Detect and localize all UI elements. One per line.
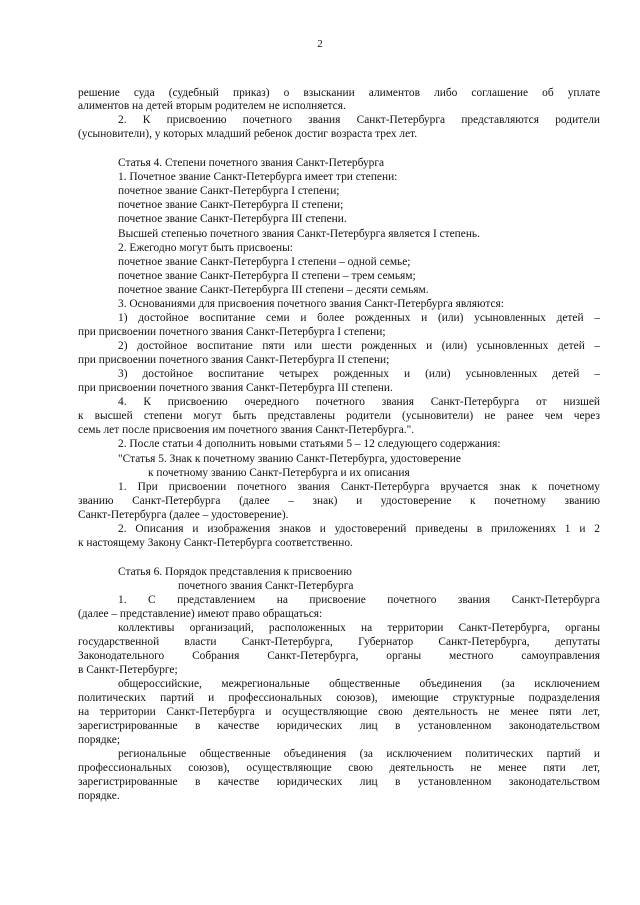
text-line: 1. С представлением на присвоение почетного звания Санкт-Петербурга (118, 594, 600, 606)
text-line: решение суда (судебный приказ) о взыскании алиментов либо соглашение об уплате (78, 87, 600, 99)
text-line: общероссийские, межрегиональные общественные объединения (за исключением (118, 678, 600, 690)
text-line: к почетному званию Санкт-Петербурга и их описания (148, 467, 410, 479)
text-line: коллективы организаций, расположенных на территории Санкт-Петербурга, органы (118, 622, 600, 634)
text-line: почетное звание Санкт-Петербурга I степени – одной семье; (118, 256, 411, 268)
text-line: Высшей степенью почетного звания Санкт-Петербурга является I степень. (118, 228, 480, 240)
text-line: при присвоении почетного звания Санкт-Петербурга III степени. (78, 382, 393, 394)
text-line: Статья 4. Степени почетного звания Санкт-Петербурга (118, 157, 385, 169)
text-line: (далее – представление) имеют право обращаться: (78, 608, 323, 620)
text-line: почетное звание Санкт-Петербурга III степени. (118, 213, 347, 225)
text-line: региональные общественные объединения (за исключением политических партий и (118, 748, 600, 760)
text-line: почетного звания Санкт-Петербурга (178, 580, 354, 592)
text-line: 4. К присвоению очередного почетного звания Санкт-Петербурга от низшей (118, 396, 600, 408)
text-line: Статья 6. Порядок представления к присвоению (118, 566, 352, 578)
text-line: при присвоении почетного звания Санкт-Петербурга I степени; (78, 326, 386, 338)
text-line: к высшей степени могут быть представлены родители (усыновители) не ранее чем через (78, 410, 600, 422)
text-line: почетное звание Санкт-Петербурга I степени; (118, 185, 340, 197)
text-line: в Санкт-Петербурге; (78, 664, 178, 676)
text-line: порядке; (78, 734, 120, 746)
text-line: 1. При присвоении почетного звания Санкт-Петербурга вручается знак к почетному (118, 481, 600, 493)
text-line: 2. Описания и изображения знаков и удостоверений приведены в приложениях 1 и 2 (118, 523, 600, 535)
text-line: порядке. (78, 790, 120, 802)
text-line: (усыновители), у которых младший ребенок достиг возраста трех лет. (78, 128, 418, 140)
text-line: государственной власти Санкт-Петербурга, Губернатор Санкт-Петербурга, депутаты (78, 636, 600, 648)
text-line: почетное звание Санкт-Петербурга III степени – десяти семьям. (118, 284, 429, 296)
text-line: 2. Ежегодно могут быть присвоены: (118, 242, 293, 254)
text-line: 1) достойное воспитание семи и более рожденных и (или) усыновленных детей – (118, 312, 600, 324)
text-line: почетное звание Санкт-Петербурга II степени; (118, 199, 344, 211)
text-line: семь лет после присвоения им почетного звания Санкт-Петербурга.". (78, 424, 415, 436)
text-line: 1. Почетное звание Санкт-Петербурга имеет три степени: (118, 171, 398, 183)
text-line: почетное звание Санкт-Петербурга II степени – трем семьям; (118, 270, 416, 282)
text-line: Законодательного Собрания Санкт-Петербурга, органы местного самоуправления (78, 650, 600, 662)
text-line: 3) достойное воспитание четырех рожденных и (или) усыновленных детей – (118, 368, 600, 380)
text-line: званию Санкт-Петербурга (далее – знак) и удостоверение к почетному званию (78, 495, 600, 507)
text-line: к настоящему Закону Санкт-Петербурга соответственно. (78, 537, 353, 549)
text-line: 3. Основаниями для присвоения почетного звания Санкт-Петербурга являются: (118, 298, 504, 310)
text-line: на территории Санкт-Петербурга и осуществляющие свою деятельность не менее пяти лет, (78, 706, 600, 718)
text-line: 2. К присвоению почетного звания Санкт-Петербурга представляются родители (118, 114, 600, 126)
text-line: 2) достойное воспитание пяти или шести рожденных и (или) усыновленных детей – (118, 340, 600, 352)
text-line: профессиональных союзов), осуществляющие свою деятельность не менее пяти лет, (78, 762, 600, 774)
text-line: политических партий и профессиональных союзов), имеющие структурные подразделения (78, 692, 600, 704)
text-line: алиментов на детей вторым родителем не исполняется. (78, 100, 346, 112)
text-line: 2. После статьи 4 дополнить новыми статьями 5 – 12 следующего содержания: (118, 438, 501, 450)
text-line: при присвоении почетного звания Санкт-Петербурга II степени; (78, 354, 390, 366)
text-line: зарегистрированные в качестве юридических лиц в установленном законодательством (78, 720, 600, 732)
text-line: зарегистрированные в качестве юридических лиц в установленном законодательством (78, 776, 600, 788)
text-line: Санкт-Петербурга (далее – удостоверение). (78, 509, 289, 521)
page-number: 2 (317, 38, 323, 50)
text-line: "Статья 5. Знак к почетному званию Санкт-Петербурга, удостоверение (118, 453, 461, 465)
